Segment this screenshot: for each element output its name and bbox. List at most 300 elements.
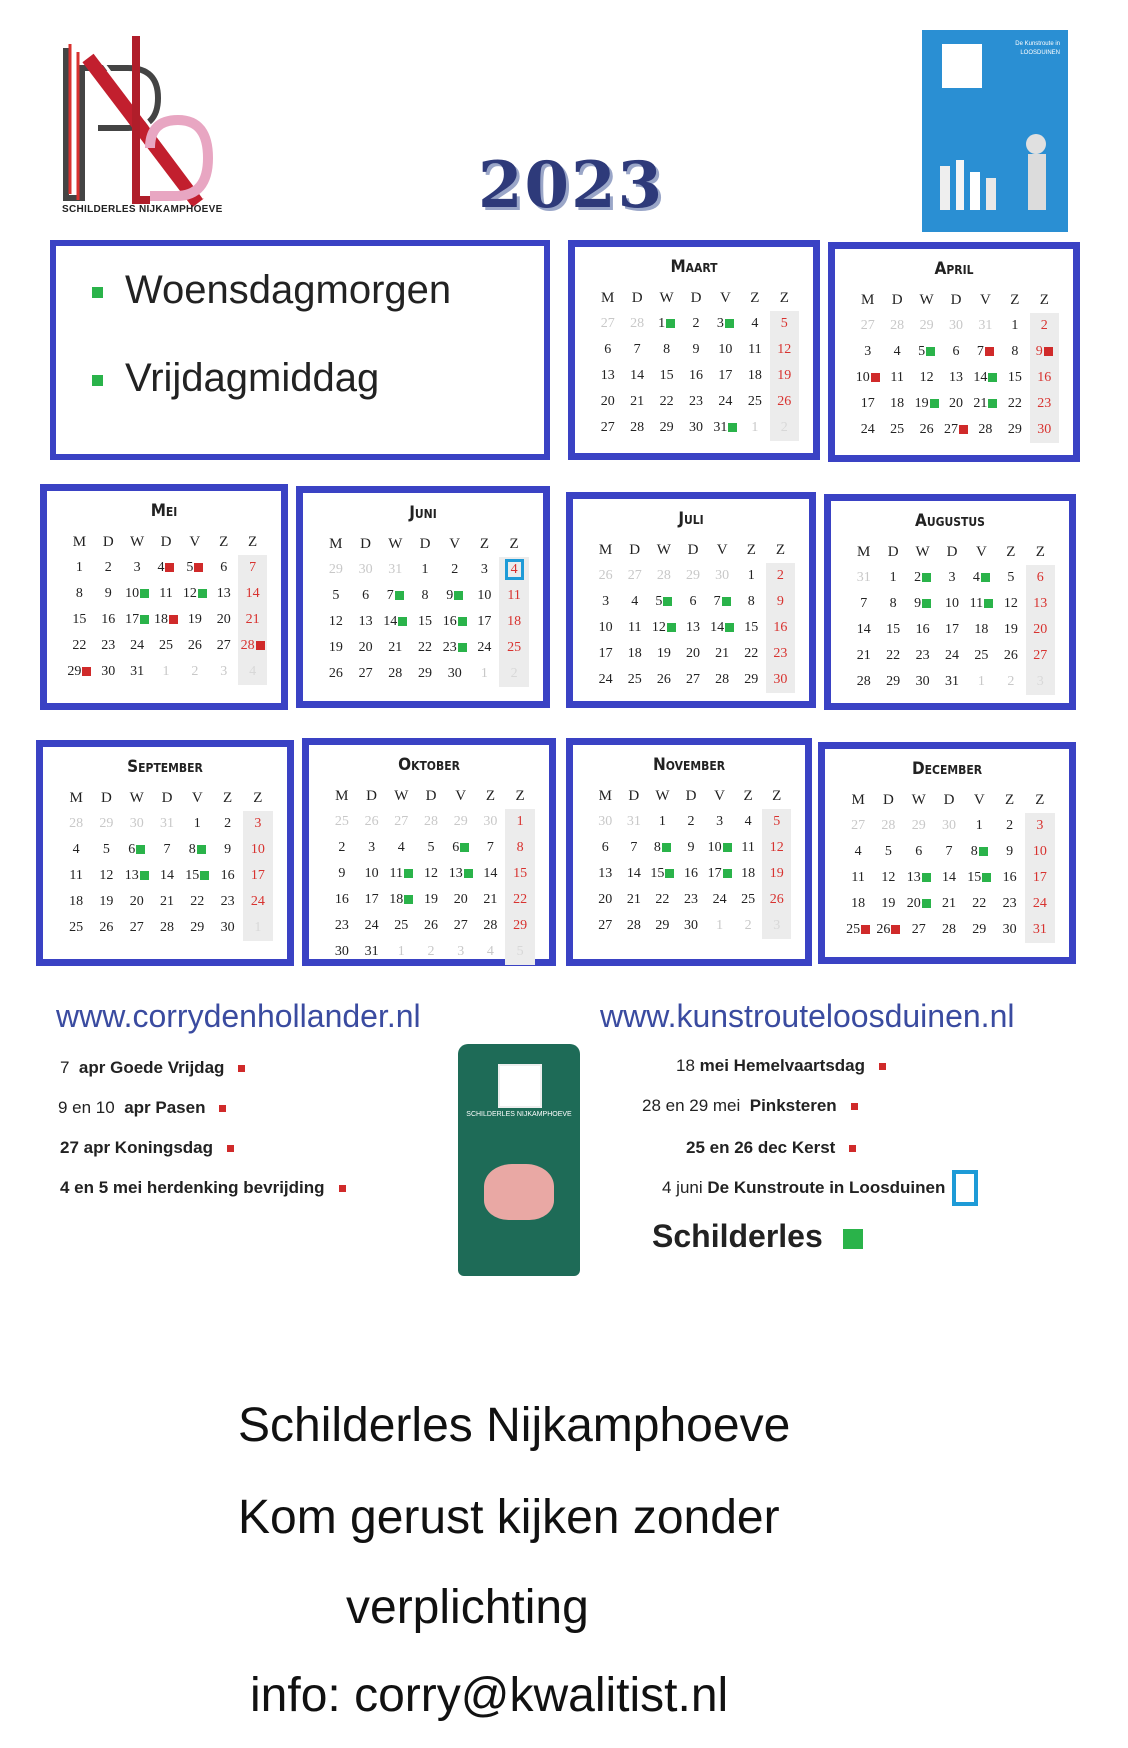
legend-item-vrijdagmiddag	[92, 356, 379, 401]
holiday-label: 4 en 5 mei herdenking bevrijding	[60, 1178, 325, 1197]
calendar-day: 22	[659, 394, 674, 409]
green-square-icon	[454, 591, 463, 600]
calendar-day: 20	[598, 892, 613, 907]
green-square-icon	[984, 599, 993, 608]
green-square-icon	[458, 643, 467, 652]
weekday-header: Z	[509, 536, 519, 552]
green-square-icon	[140, 615, 149, 624]
calendar-day: 3	[864, 344, 872, 359]
blue-square-icon	[952, 1170, 978, 1206]
calendar-day: 17	[718, 368, 733, 383]
calendar-day: 30	[688, 420, 703, 435]
green-square-icon	[979, 847, 988, 856]
calendar-day: 4	[967, 565, 996, 591]
calendar-day: 13	[216, 586, 231, 601]
green-square-icon	[663, 597, 672, 606]
green-square-icon	[458, 617, 467, 626]
calendar-day: 31	[856, 570, 871, 585]
weekday-header: W	[659, 290, 674, 306]
calendar-day: 19	[912, 391, 941, 417]
poster-title: De Kunstroute in LOOSDUINEN	[1015, 41, 1060, 56]
holiday-kunstroute	[662, 1178, 945, 1198]
calendar-day: 1	[75, 560, 83, 575]
calendar-day: 1	[397, 944, 405, 959]
calendar-day: 13	[598, 866, 613, 881]
month-augustus	[824, 494, 1076, 710]
calendar-day: 26	[187, 638, 202, 653]
weekday-header: M	[69, 790, 83, 806]
calendar-day: 30	[766, 667, 795, 693]
calendar-day: 8	[421, 588, 429, 603]
red-square-icon	[891, 925, 900, 934]
green-square-icon	[930, 399, 939, 408]
calendar-day: 15	[1007, 370, 1022, 385]
weekday-header: Z	[1004, 792, 1015, 808]
calendar-day: 27	[600, 420, 615, 435]
weekday-header: W	[915, 544, 930, 560]
holiday-goede-vrijdag	[60, 1058, 245, 1078]
holiday-label: apr Goede Vrijdag	[78, 1058, 225, 1077]
calendar-day: 3	[133, 560, 141, 575]
weekday-header: V	[720, 290, 731, 306]
calendar-day: 1	[162, 664, 170, 679]
calendar-day: 10	[1025, 839, 1055, 865]
green-square-icon	[92, 375, 103, 386]
calendar-day: 13	[446, 861, 476, 887]
calendar-day: 30	[358, 562, 373, 577]
calendar-day: 14	[630, 368, 645, 383]
month-grid	[843, 787, 1055, 943]
month-oktober	[302, 738, 556, 966]
calendar-day: 18	[152, 607, 181, 633]
calendar-day: 17	[598, 646, 613, 661]
calendar-day: 10	[364, 866, 379, 881]
green-square-icon	[725, 319, 734, 328]
legend-item-woensdagmorgen	[92, 268, 451, 313]
calendar-day: 5	[884, 844, 892, 859]
calendar-day: 7	[238, 555, 267, 581]
calendar-day: 9	[1006, 844, 1014, 859]
red-square-icon	[169, 615, 178, 624]
calendar-day: 18	[851, 896, 866, 911]
calendar-day: 1	[716, 918, 724, 933]
calendar-day: 26	[1003, 648, 1018, 663]
calendar-day: 11	[69, 868, 83, 883]
calendar-day: 5	[1007, 570, 1015, 585]
holiday-label: Pinksteren	[749, 1096, 837, 1115]
calendar-day: 28	[856, 674, 871, 689]
calendar-day: 18	[890, 396, 905, 411]
holiday-pasen	[58, 1098, 226, 1118]
calendar-day: 2	[338, 840, 346, 855]
weekday-header: D	[687, 542, 699, 558]
green-square-icon	[398, 617, 407, 626]
calendar-day: 11	[386, 861, 416, 887]
calendar-day: 29	[328, 562, 343, 577]
green-square-icon	[722, 597, 731, 606]
calendar-day: 1	[1011, 318, 1019, 333]
calendar-day: 25	[69, 920, 84, 935]
schilderles-label: Schilderles	[652, 1218, 823, 1254]
calendar-day: 19	[656, 646, 671, 661]
calendar-day: 30	[948, 318, 963, 333]
weekday-header: D	[161, 790, 173, 806]
month-name: Mei	[150, 501, 178, 521]
calendar-day: 5	[332, 588, 340, 603]
legend-label: Woensdagmorgen	[125, 268, 452, 312]
calendar-day: 7	[486, 840, 494, 855]
month-name: November	[652, 755, 726, 775]
calendar-day: 30	[1002, 922, 1017, 937]
calendar-day: 8	[663, 342, 671, 357]
weekday-header: D	[631, 290, 643, 306]
weekday-header: Z	[1039, 292, 1049, 308]
calendar-day: 28	[630, 316, 645, 331]
calendar-day: 19	[187, 612, 202, 627]
month-april	[828, 242, 1080, 462]
weekday-header: Z	[253, 790, 263, 806]
calendar-day: 10	[853, 365, 882, 391]
weekday-header: Z	[515, 788, 525, 804]
green-square-icon	[981, 573, 990, 582]
calendar-day: 20	[948, 396, 963, 411]
calendar-day: 18	[974, 622, 989, 637]
weekday-header: W	[129, 790, 144, 806]
poster-logo-icon	[942, 44, 982, 88]
calendar-day: 9	[908, 591, 937, 617]
weekday-header: Z	[479, 536, 489, 552]
weekday-header: D	[419, 536, 431, 552]
calendar-day: 22	[655, 892, 670, 907]
calendar-day: 7	[860, 596, 868, 611]
month-name: Oktober	[398, 755, 460, 775]
calendar-day: 31	[944, 674, 959, 689]
holiday-date: 28 en 29 mei	[642, 1096, 741, 1115]
calendar-day: 4	[744, 814, 752, 829]
calendar-day: 7	[163, 842, 171, 857]
calendar-day: 11	[159, 586, 173, 601]
calendar-day: 14	[380, 609, 410, 635]
green-square-icon	[667, 623, 676, 632]
month-maart	[568, 240, 820, 460]
calendar-day: 15	[648, 861, 677, 887]
calendar-day: 23	[1030, 391, 1059, 417]
calendar-day: 29	[744, 672, 759, 687]
calendar-day: 12	[649, 615, 678, 641]
calendar-day: 22	[417, 640, 432, 655]
weekday-header: Z	[1035, 544, 1045, 560]
calendar-day: 21	[941, 896, 956, 911]
red-square-icon	[219, 1105, 226, 1112]
calendar-day: 10	[243, 837, 273, 863]
weekday-header: Z	[219, 534, 229, 550]
calendar-day: 13	[1026, 591, 1055, 617]
calendar-day: 23	[101, 638, 116, 653]
calendar-day: 4	[631, 594, 639, 609]
poster-sculptures-icon	[940, 126, 1060, 216]
calendar-day: 5	[505, 939, 535, 965]
legend-label: Vrijdagmiddag	[125, 356, 380, 400]
calendar-day: 22	[972, 896, 987, 911]
calendar-day: 16	[1002, 870, 1017, 885]
calendar-day: 10	[598, 620, 613, 635]
green-square-icon	[140, 589, 149, 598]
weekday-header: W	[919, 292, 934, 308]
calendar-day: 4	[486, 944, 494, 959]
calendar-day: 4	[397, 840, 405, 855]
calendar-day: 5	[912, 339, 941, 365]
month-grid	[853, 287, 1059, 443]
calendar-day: 9	[692, 342, 700, 357]
calendar-day: 2	[908, 565, 937, 591]
weekday-header: W	[655, 788, 670, 804]
weekday-header: W	[394, 788, 409, 804]
calendar-day: 27	[685, 672, 700, 687]
calendar-day: 21	[238, 607, 267, 633]
calendar-day: 30	[483, 814, 498, 829]
calendar-day: 2	[499, 661, 529, 687]
calendar-day: 5	[180, 555, 209, 581]
calendar-day: 19	[423, 892, 438, 907]
month-juli	[566, 492, 816, 708]
calendar-day: 16	[334, 892, 349, 907]
calendar-day: 29	[911, 818, 926, 833]
calendar-day: 28	[890, 318, 905, 333]
calendar-day: 30	[129, 816, 144, 831]
calendar-day: 19	[1003, 622, 1018, 637]
green-square-icon	[140, 871, 149, 880]
holiday-bevrijding	[60, 1178, 346, 1198]
calendar-day: 12	[762, 835, 791, 861]
calendar-day: 25	[334, 814, 349, 829]
weekday-header: D	[366, 788, 377, 804]
calendar-day: 2	[766, 563, 795, 589]
calendar-day: 17	[860, 396, 875, 411]
calendar-day: 30	[1030, 417, 1059, 443]
calendar-day: 3	[602, 594, 610, 609]
calendar-day: 8	[182, 837, 212, 863]
red-square-icon	[238, 1065, 245, 1072]
calendar-day: 16	[683, 866, 698, 881]
calendar-day: 9	[338, 866, 346, 881]
calendar-day: 4	[238, 659, 267, 685]
calendar-day: 4	[893, 344, 901, 359]
red-square-icon	[879, 1063, 886, 1070]
calendar-day: 3	[220, 664, 228, 679]
calendar-day: 31	[130, 664, 145, 679]
calendar-day: 17	[705, 861, 734, 887]
calendar-day: 10	[718, 342, 733, 357]
calendar-day: 4	[72, 842, 80, 857]
weekday-header: Z	[222, 790, 233, 806]
month-september	[36, 740, 294, 966]
calendar-day: 2	[687, 814, 695, 829]
calendar-day: 12	[1003, 596, 1018, 611]
calendar-day: 3	[1025, 813, 1055, 839]
calendar-day: 10	[944, 596, 959, 611]
calendar-day: 2	[104, 560, 112, 575]
calendar-day: 27	[860, 318, 875, 333]
calendar-day: 3	[457, 944, 465, 959]
calendar-day: 11	[748, 342, 762, 357]
weekday-header: V	[714, 788, 725, 804]
calendar-day: 20	[129, 894, 144, 909]
holiday-label: 27 apr Koningsdag	[60, 1138, 214, 1157]
calendar-day: 1	[975, 818, 983, 833]
calendar-day: 27	[394, 814, 409, 829]
calendar-day: 3	[243, 811, 273, 837]
calendar-day: 6	[952, 344, 960, 359]
calendar-day: 20	[216, 612, 231, 627]
calendar-day: 25	[747, 394, 762, 409]
weekday-header: D	[690, 290, 702, 306]
calendar-day: 14	[159, 868, 174, 883]
calendar-day: 25	[158, 638, 173, 653]
green-square-icon	[988, 373, 997, 382]
calendar-day: 3	[368, 840, 376, 855]
calendar-day: 17	[243, 863, 273, 889]
kunstroute-poster-image	[922, 30, 1068, 232]
weekday-header: D	[950, 292, 962, 308]
calendar-day: 24	[243, 889, 273, 915]
calendar-day: 28	[69, 816, 84, 831]
red-square-icon	[339, 1185, 346, 1192]
calendar-day: 6	[1026, 565, 1055, 591]
green-square-icon	[464, 869, 473, 878]
calendar-day: 12	[770, 337, 799, 363]
calendar-day: 5	[102, 842, 110, 857]
calendar-day: 1	[652, 311, 681, 337]
holiday-hemelvaart	[676, 1056, 886, 1076]
weekday-header: W	[656, 542, 671, 558]
green-square-icon	[92, 287, 103, 298]
calendar-day: 23	[440, 635, 470, 661]
calendar-day: 3	[948, 570, 956, 585]
footer-contact-email[interactable]: info: corry@kwalitist.nl	[250, 1669, 729, 1722]
calendar-day: 19	[99, 894, 114, 909]
calendar-day: 28	[626, 918, 641, 933]
month-name: Juni	[409, 503, 437, 523]
painted-milk-can-image	[458, 1044, 580, 1276]
calendar-day: 30	[683, 918, 698, 933]
calendar-day: 25	[843, 917, 873, 943]
red-square-icon	[871, 373, 880, 382]
calendar-day: 25	[890, 422, 905, 437]
calendar-day: 27	[1026, 643, 1055, 669]
calendar-day: 21	[630, 394, 645, 409]
calendar-day: 16	[688, 368, 703, 383]
calendar-day: 26	[364, 814, 379, 829]
calendar-day: 17	[1025, 865, 1055, 891]
calendar-day: 29	[190, 920, 205, 935]
calendar-day: 27	[941, 417, 970, 443]
calendar-day: 20	[1026, 617, 1055, 643]
weekday-header: M	[601, 290, 615, 306]
calendar-day: 14	[856, 622, 871, 637]
calendar-day: 28	[159, 920, 174, 935]
calendar-day: 1	[421, 562, 429, 577]
weekday-header: D	[891, 292, 903, 308]
calendar-day: 7	[971, 339, 1000, 365]
green-square-icon	[666, 319, 675, 328]
green-square-icon	[922, 573, 931, 582]
weekday-header: V	[980, 292, 991, 308]
weekday-header: M	[598, 788, 612, 804]
calendar-day: 1	[243, 915, 273, 941]
calendar-day: 20	[904, 891, 934, 917]
weekday-header: V	[191, 790, 203, 806]
calendar-day: 28	[238, 633, 267, 659]
weekday-header: D	[628, 788, 640, 804]
calendar-day: 24	[718, 394, 733, 409]
calendar-day: 22	[744, 646, 759, 661]
calendar-day: 11	[741, 840, 755, 855]
calendar-day: 15	[744, 620, 759, 635]
month-grid	[849, 539, 1055, 695]
calendar-day: 30	[447, 666, 462, 681]
weekday-header: Z	[1006, 544, 1016, 560]
green-square-icon	[988, 399, 997, 408]
logo-caption: SCHILDERLES NIJKAMPHOEVE	[62, 204, 223, 215]
green-square-icon	[922, 599, 931, 608]
calendar-day: 16	[440, 609, 470, 635]
holiday-date: 7	[60, 1058, 70, 1077]
month-name: Augustus	[915, 511, 985, 531]
month-name: Maart	[670, 257, 718, 277]
calendar-day: 21	[159, 894, 174, 909]
calendar-day: 2	[744, 918, 752, 933]
calendar-day: 23	[915, 648, 930, 663]
calendar-day: 29	[505, 913, 535, 939]
calendar-day: 6	[601, 840, 609, 855]
calendar-day: 1	[977, 674, 985, 689]
calendar-day: 28	[941, 922, 956, 937]
calendar-day: 28	[978, 422, 993, 437]
calendar-day: 23	[688, 394, 703, 409]
calendar-day: 15	[417, 614, 432, 629]
calendar-day: 12	[423, 866, 438, 881]
calendar-day: 29	[886, 674, 901, 689]
calendar-day: 20	[685, 646, 700, 661]
calendar-day: 15	[505, 861, 535, 887]
calendar-day: 3	[711, 311, 740, 337]
logo-icon	[58, 28, 228, 218]
green-square-icon	[725, 623, 734, 632]
can-text: SCHILDERLES NIJKAMPHOEVE	[466, 1111, 572, 1118]
month-name: April	[934, 259, 974, 279]
year-title: 2023	[478, 148, 665, 223]
calendar-day: 27	[851, 818, 866, 833]
calendar-day: 2	[191, 664, 199, 679]
green-square-icon	[198, 589, 207, 598]
weekday-header: Z	[247, 534, 258, 550]
green-square-icon	[200, 871, 209, 880]
calendar-day: 16	[915, 622, 930, 637]
calendar-day: 12	[99, 868, 114, 883]
calendar-day: 18	[386, 887, 416, 913]
calendar-day: 29	[1007, 422, 1022, 437]
website-link-corrydenhollander[interactable]: www.corrydenhollander.nl	[56, 998, 421, 1034]
calendar-day: 29	[99, 816, 114, 831]
green-square-icon	[395, 591, 404, 600]
green-square-icon	[460, 843, 469, 852]
green-square-icon	[843, 1229, 863, 1249]
weekday-header: M	[857, 544, 871, 560]
calendar-day: 18	[69, 894, 84, 909]
website-link-kunstroute[interactable]: www.kunstrouteloosduinen.nl	[600, 998, 1015, 1034]
calendar-day: 13	[600, 368, 615, 383]
calendar-day: 29	[972, 922, 987, 937]
